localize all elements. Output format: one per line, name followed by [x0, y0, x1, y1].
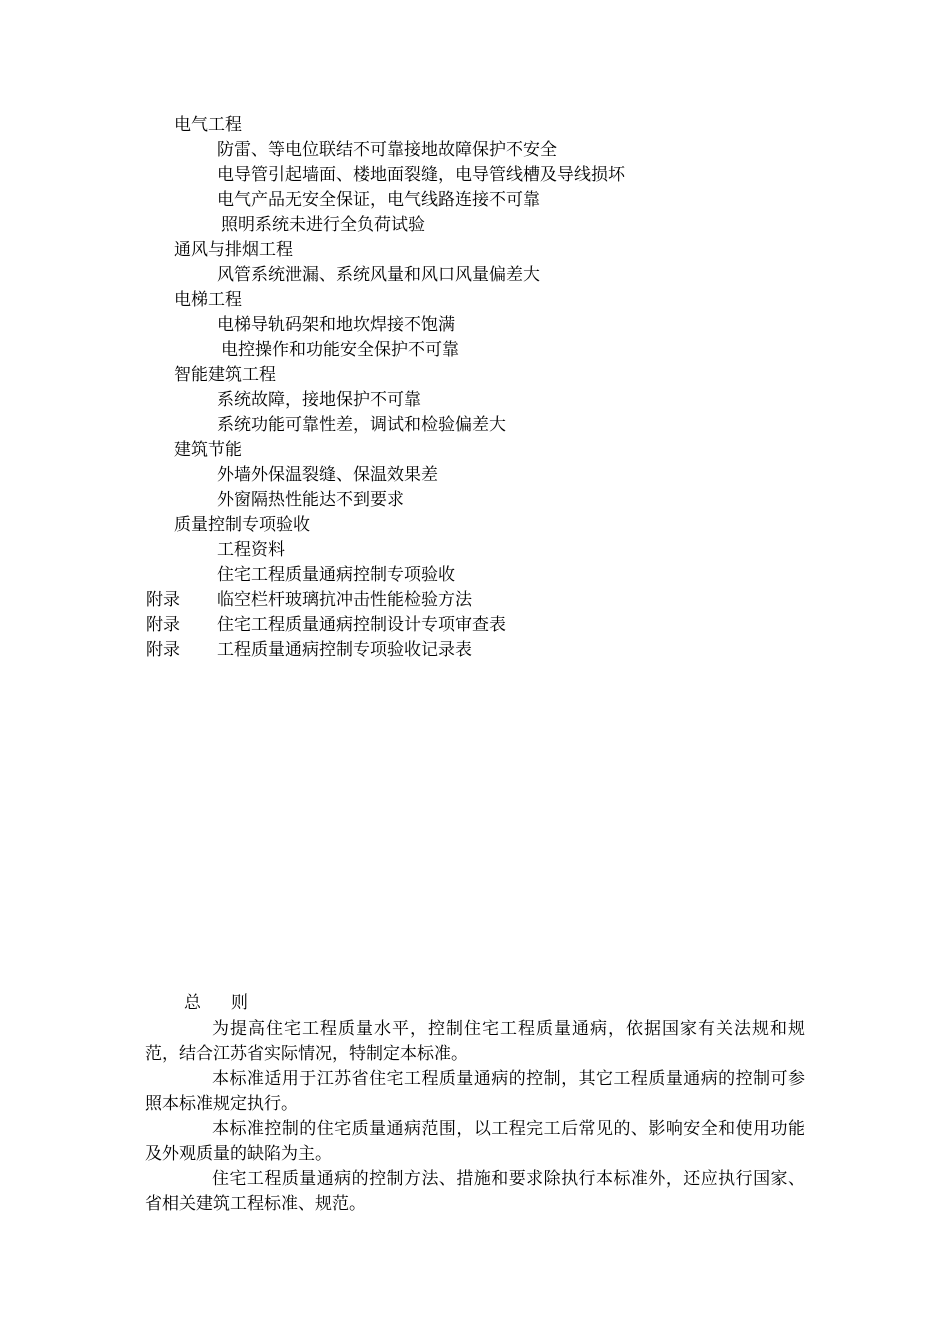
appendix-label: 附录: [146, 615, 180, 635]
appendix-label: 附录: [146, 590, 180, 610]
paragraph: 住宅工程质量通病的控制方法、措施和要求除执行本标准外，还应执行国家、省相关建筑工程标准、规范。: [145, 1169, 805, 1214]
toc-appendix: [0, 613, 950, 638]
toc-appendix: [0, 638, 950, 663]
toc-section-title: 电气工程: [174, 115, 242, 135]
toc-item: 外墙外保温裂缝、保温效果差: [217, 465, 438, 485]
chapter-heading: [0, 989, 950, 1017]
paragraph: 本标准适用于江苏省住宅工程质量通病的控制，其它工程质量通病的控制可参照本标准规定执行。: [145, 1069, 805, 1114]
paragraph: 为提高住宅工程质量水平，控制住宅工程质量通病，依据国家有关法规和规范，结合江苏省实际情况，特制定本标准。: [145, 1019, 805, 1064]
table-of-contents: [0, 113, 950, 663]
toc-section-title: 通风与排烟工程: [174, 240, 293, 260]
toc-item: 风管系统泄漏、系统风量和风口风量偏差大: [217, 265, 540, 285]
toc-item: 外窗隔热性能达不到要求: [217, 490, 404, 510]
toc-item: 照明系统未进行全负荷试验: [221, 215, 425, 235]
appendix-title: 工程质量通病控制专项验收记录表: [217, 640, 472, 660]
toc-section-title: 智能建筑工程: [174, 365, 276, 385]
heading-char-1: 总: [184, 993, 201, 1013]
toc-item: 住宅工程质量通病控制专项验收: [217, 565, 455, 585]
toc-item: 系统故障，接地保护不可靠: [217, 390, 421, 410]
toc-section-title: 质量控制专项验收: [174, 515, 310, 535]
toc-section-title: 电梯工程: [174, 290, 242, 310]
toc-section-title: 建筑节能: [174, 440, 242, 460]
appendix-label: 附录: [146, 640, 180, 660]
appendix-title: 临空栏杆玻璃抗冲击性能检验方法: [217, 590, 472, 610]
general-provisions: [0, 989, 950, 1217]
appendix-title: 住宅工程质量通病控制设计专项审查表: [217, 615, 506, 635]
toc-item: 电导管引起墙面、楼地面裂缝，电导管线槽及导线损坏: [217, 165, 625, 185]
toc-appendix: [0, 588, 950, 613]
toc-item: 电梯导轨码架和地坎焊接不饱满: [217, 315, 455, 335]
toc-item: 系统功能可靠性差，调试和检验偏差大: [217, 415, 506, 435]
toc-item: 电气产品无安全保证，电气线路连接不可靠: [217, 190, 540, 210]
toc-item: 电控操作和功能安全保护不可靠: [221, 340, 459, 360]
toc-item: 防雷、等电位联结不可靠接地故障保护不安全: [217, 140, 557, 160]
heading-char-2: 则: [231, 993, 248, 1013]
paragraph: 本标准控制的住宅质量通病范围，以工程完工后常见的、影响安全和使用功能及外观质量的缺陷为主。: [145, 1119, 805, 1164]
toc-item: 工程资料: [217, 540, 285, 560]
